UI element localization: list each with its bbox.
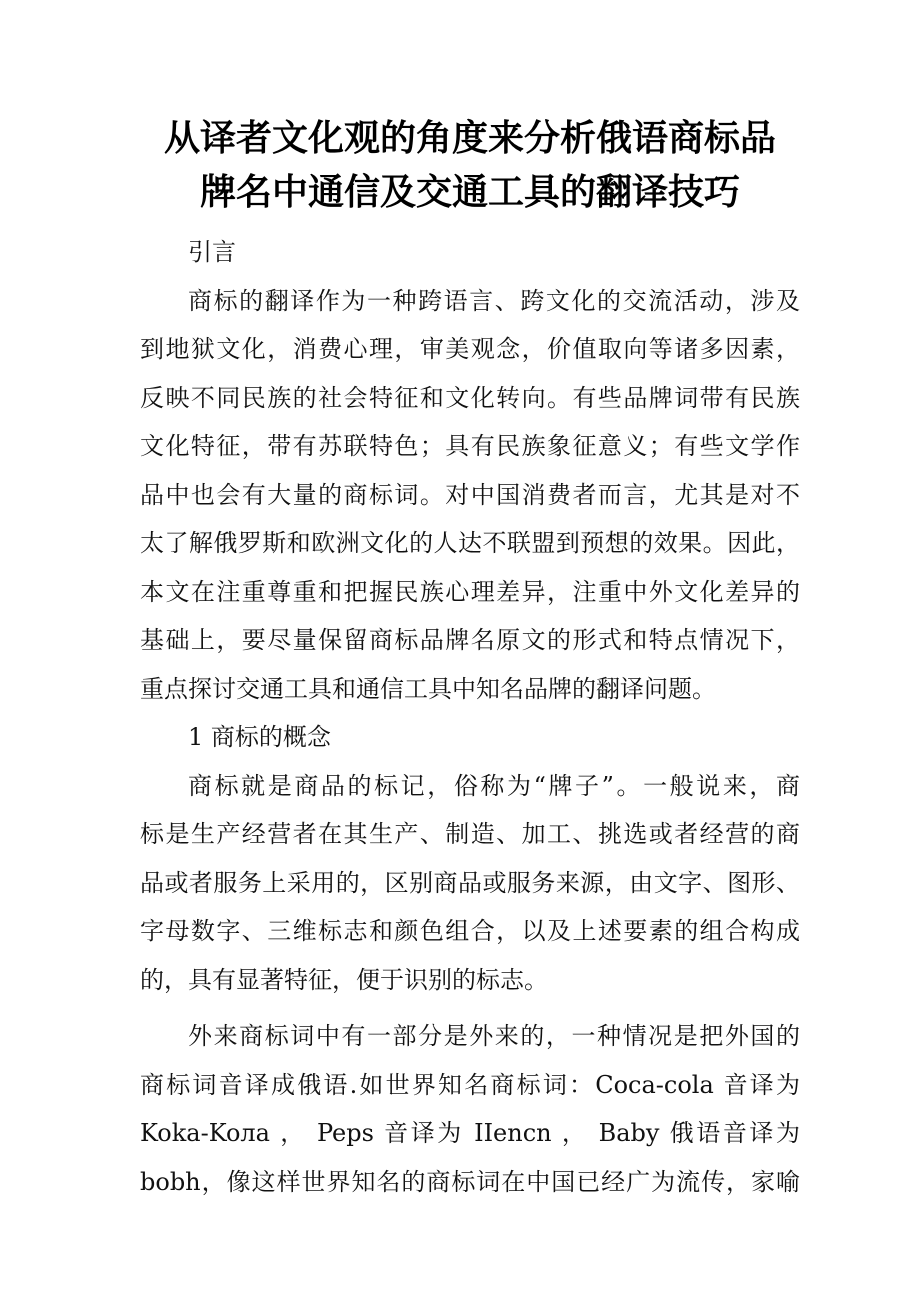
document-body <box>140 228 800 1206</box>
paragraph-line: Koka-Koлa ， Peps 音译为 IIencn ， Baby 俄语音译为 <box>140 1119 800 1147</box>
paragraph-line: 标是生产经营者在其生产、制造、加工、挑选或者经营的商 <box>140 820 800 848</box>
paragraph-line: 外来商标词中有一部分是外来的，一种情况是把外国的 <box>188 1022 800 1050</box>
paragraph-line: 文化特征，带有苏联特色；具有民族象征意义；有些文学作 <box>140 432 800 460</box>
paragraph-line: 商标词音译成俄语.如世界知名商标词：Coca-cola 音译为 <box>140 1070 800 1099</box>
paragraph-line: 字母数字、三维标志和颜色组合，以及上述要素的组合构成 <box>140 917 800 945</box>
document-title <box>140 112 800 220</box>
title-line-2: 牌名中通信及交通工具的翻译技巧 <box>199 172 740 213</box>
paragraph-line: 商标的翻译作为一种跨语言、跨文化的交流活动，涉及 <box>188 286 800 315</box>
paragraph-line: 反映不同民族的社会特征和文化转向。有些品牌词带有民族 <box>140 383 800 412</box>
paragraph-line: 基础上，要尽量保留商标品牌名原文的形式和特点情况下， <box>140 626 800 654</box>
paragraph-line: 太了解俄罗斯和欧洲文化的人达不联盟到预想的效果。因此， <box>140 529 800 557</box>
paragraph-line: 重点探讨交通工具和通信工具中知名品牌的翻译问题。 <box>140 674 716 703</box>
section-heading-1: 1 商标的概念 <box>188 723 331 751</box>
title-line-1: 从译者文化观的角度来分析俄语商标品 <box>163 118 776 159</box>
paragraph-foreign-trademarks <box>140 1012 800 1206</box>
paragraph-line: bobh，像这样世界知名的商标词在中国已经广为流传，家喻 <box>140 1167 800 1196</box>
paragraph-line: 品中也会有大量的商标词。对中国消费者而言，尤其是对不 <box>140 480 800 509</box>
paragraph-line: 品或者服务上采用的，区别商品或服务来源，由文字、图形、 <box>140 868 800 897</box>
paragraph-line: 到地狱文化，消费心理，审美观念，价值取向等诸多因素， <box>140 335 800 363</box>
paragraph-gap <box>140 1004 800 1012</box>
paragraph-line: 商标就是商品的标记，俗称为“牌子”。一般说来，商 <box>188 771 800 800</box>
paragraph-trademark-concept <box>140 762 800 1005</box>
section-heading-intro: 引言 <box>188 238 236 266</box>
paragraph-intro <box>140 277 800 714</box>
paragraph-line: 本文在注重尊重和把握民族心理差异，注重中外文化差异的 <box>140 577 800 606</box>
paragraph-line: 的，具有显著特征，便于识别的标志。 <box>140 965 548 994</box>
